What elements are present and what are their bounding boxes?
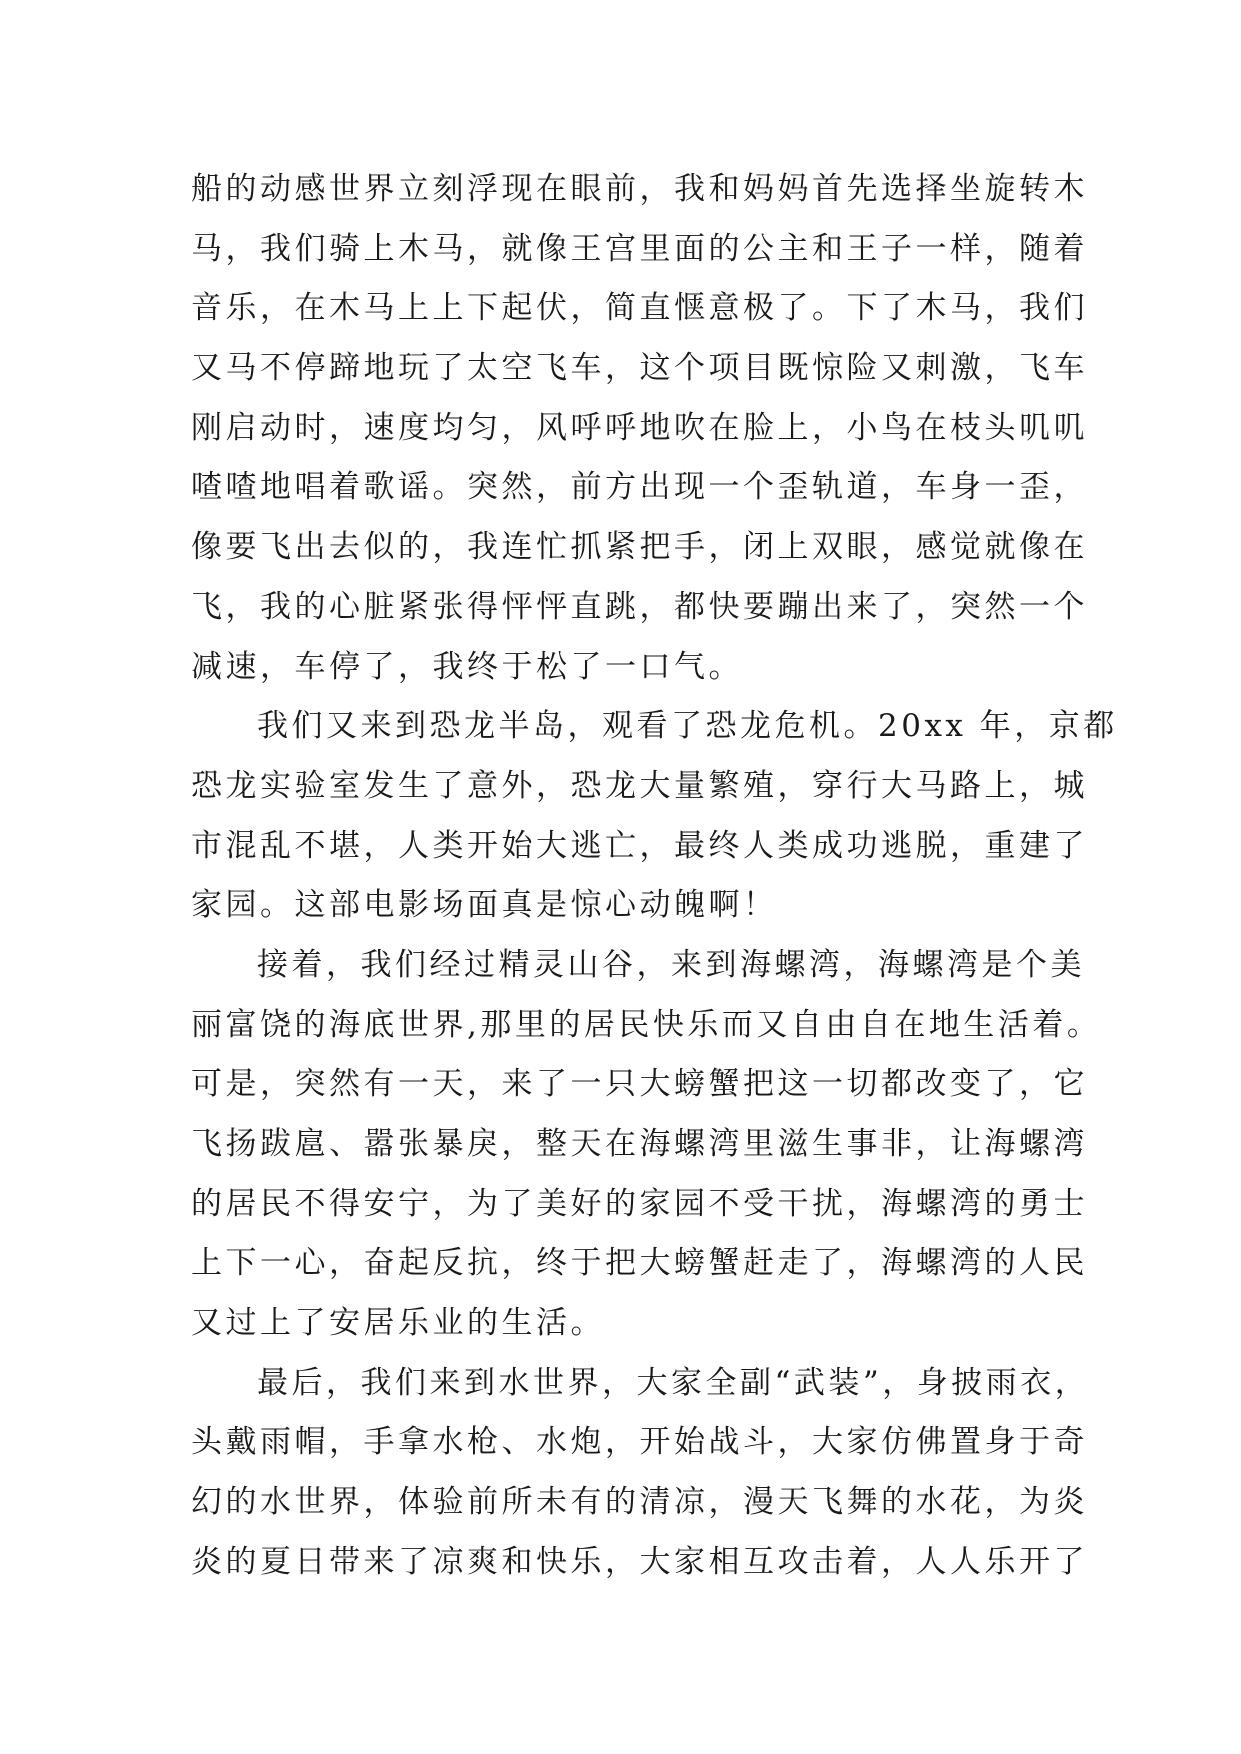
text-line: 像要飞出去似的，我连忙抓紧把手，闭上双眼，感觉就像在 — [191, 529, 1088, 566]
paragraph — [191, 160, 1088, 697]
text-line: 飞扬跋扈、嚣张暴戾，整天在海螺湾里滋生事非，让海螺湾 — [191, 1126, 1088, 1162]
text-line: 马，我们骑上木马，就像王宫里面的公主和王子一样，随着 — [191, 230, 1088, 267]
paragraph — [191, 697, 1118, 936]
text-line: 音乐，在木马上上下起伏，简直惬意极了。下了木马，我们 — [191, 290, 1088, 327]
text-line: 可是，突然有一天，来了一只大螃蟹把这一切都改变了，它 — [191, 1066, 1088, 1103]
text-line: 幻的水世界，体验前所未有的清凉，漫天飞舞的水花，为炎 — [191, 1484, 1088, 1521]
text-line: 炎的夏日带来了凉爽和快乐，大家相互攻击着，人人乐开了 — [191, 1543, 1088, 1580]
text-line: 喳喳地唱着歌谣。突然，前方出现一个歪轨道，车身一歪， — [191, 469, 1088, 506]
text-line: 接着，我们经过精灵山谷，来到海螺湾，海螺湾是个美 — [257, 946, 1085, 983]
text-line: 减速，车停了，我终于松了一口气。 — [191, 648, 743, 685]
document-body — [191, 160, 1118, 1593]
text-line: 家园。这部电影场面真是惊心动魄啊！ — [191, 887, 778, 924]
text-line: 头戴雨帽，手拿水枪、水炮，开始战斗，大家仿佛置身于奇 — [191, 1424, 1088, 1461]
text-line: 丽富饶的海底世界,那里的居民快乐而又自由自在地生活着。 — [191, 1006, 1102, 1043]
paragraph — [191, 1354, 1090, 1593]
text-line: 刚启动时，速度均匀，风呼呼地吹在脸上，小鸟在枝头叽叽 — [191, 409, 1088, 446]
paragraph — [191, 936, 1102, 1354]
text-line: 最后，我们来到水世界，大家全副“武装”，身披雨衣， — [257, 1364, 1090, 1401]
text-line: 飞，我的心脏紧张得怦怦直跳，都快要蹦出来了，突然一个 — [191, 588, 1088, 625]
text-line: 上下一心，奋起反抗，终于把大螃蟹赶走了，海螺湾的人民 — [191, 1245, 1088, 1282]
text-line: 又过上了安居乐业的生活。 — [191, 1305, 605, 1342]
text-line: 船的动感世界立刻浮现在眼前，我和妈妈首先选择坐旋转木 — [191, 171, 1088, 207]
text-line: 的居民不得安宁，为了美好的家园不受干扰，海螺湾的勇士 — [191, 1185, 1088, 1222]
text-line: 恐龙实验室发生了意外，恐龙大量繁殖，穿行大马路上，城 — [191, 767, 1088, 804]
text-line: 又马不停蹄地玩了太空飞车，这个项目既惊险又刺激，飞车 — [191, 350, 1088, 387]
text-line: 市混乱不堪，人类开始大逃亡，最终人类成功逃脱，重建了 — [191, 827, 1088, 864]
text-line: 我们又来到恐龙半岛，观看了恐龙危机。20xx 年，京都 — [257, 708, 1118, 745]
